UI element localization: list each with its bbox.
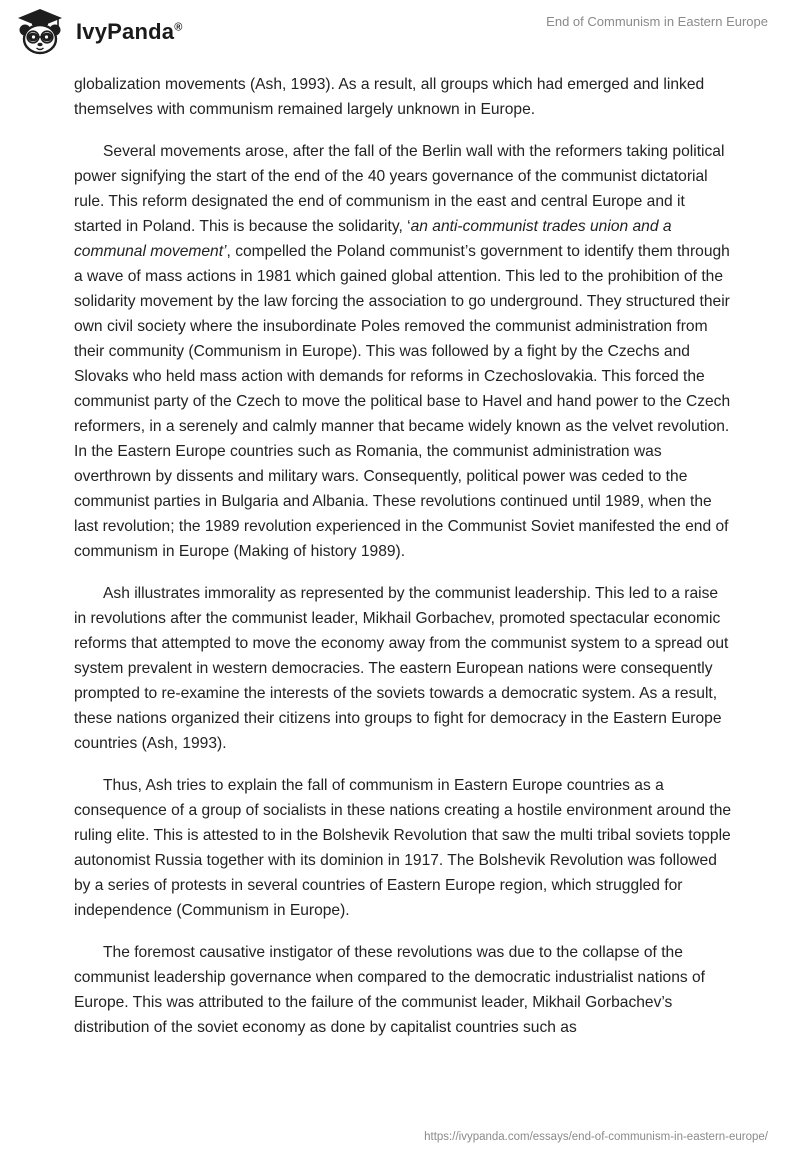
paragraph-1: globalization movements (Ash, 1993). As a result, all groups which had emerged and linked themselves with communism remained largely unknown in Europe.: [74, 76, 705, 118]
paragraph-3: Ash illustrates immorality as represented by the communist leadership. This led to a raise in revolutions after the communist leader, Mikhail Gorbachev, promoted spectacular economic reforms that attempted to move the economy away from the communist system to a spread out system prevalent in western democracies. The eastern European nations were consequently prompted to re-examine the interests of the soviets towards a democratic system. As a result, these nations organized their citizens into groups to fight for democracy in the Eastern Europe countries (Ash, 1993).: [74, 585, 729, 752]
essay-body: [74, 72, 734, 1057]
paragraph-5: The foremost causative instigator of these revolutions was due to the collapse of the communist leadership governance when compared to the democratic industrialist nations of Europe. This was attributed to the failure of the communist leader, Mikhail Gorbachev’s distribution of the soviet economy as done by capitalist countries such as: [74, 944, 706, 1036]
paragraph-2-text-start: Several movements arose, after the fall of the Berlin wall with the reformers taking political power signifying the start of the end of the 40 years governance of the communist dictatorial rule. This reform designated the end of communism in the east and central Europe and it started in Poland. This is because the solidarity, ‘: [74, 143, 725, 235]
brand-name: IvyPanda®: [76, 19, 183, 44]
paragraph-4: Thus, Ash tries to explain the fall of communism in Eastern Europe countries as a consequence of a group of socialists in these nations creating a hostile environment around the ruling elite. This is attested to in the Bolshevik Revolution that saw the multi tribal soviets topple autonomist Russia together with its dominion in 1917. The Bolshevik Revolution was followed by a series of protests in several countries of Eastern Europe region, which struggled for independence (Communism in Europe).: [74, 777, 732, 919]
document-title: End of Communism in Eastern Europe: [546, 14, 768, 29]
paragraph-2-italic-quote: an anti-communist trades union and a communal movement’: [74, 218, 672, 260]
paragraph-2: [74, 139, 734, 564]
page-header: [0, 0, 800, 64]
paragraph-2-text-end: , compelled the Poland communist’s government to identify them through a wave of mass actions in 1981 which gained global attention. This led to the prohibition of the solidarity movement by the law forcing the association to go underground. They structured their own civil society where the insubordinate Poles removed the communist administration from their community (Communism in Europe). This was followed by a fight by the Czechs and Slovaks who held mass action with demands for reforms in Czechoslovakia. This forced the communist party of the Czech to move the political base to Havel and hand power to the Czech reformers, in a serenely and calmly manner that became widely known as the velvet revolution. In the Eastern Europe countries such as Romania, the communist administration was overthrown by dissents and military wars. Consequently, political power was ceded to the communist parties in Bulgaria and Albania. These revolutions continued until 1989, when the last revolution; the 1989 revolution experienced in the Communist Soviet manifested the end of communism in Europe (Making of history 1989).: [74, 243, 731, 560]
source-url-link[interactable]: https://ivypanda.com/essays/end-of-communism-in-eastern-europe/: [424, 1131, 768, 1143]
brand-registered-mark: ®: [174, 21, 183, 34]
panda-graduate-icon: [14, 6, 66, 58]
brand-logo[interactable]: [14, 6, 183, 58]
